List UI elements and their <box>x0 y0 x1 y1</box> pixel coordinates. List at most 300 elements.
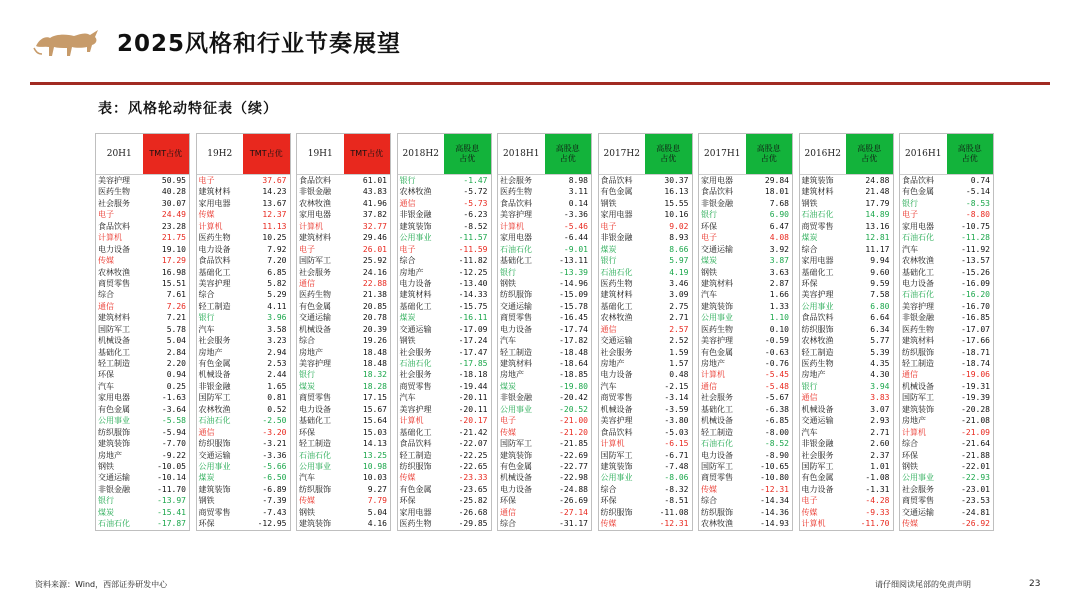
table-row <box>197 450 290 461</box>
industry-name: 美容护理 <box>98 176 130 185</box>
return-value: -17.85 <box>458 359 488 368</box>
return-value: 1.01 <box>870 461 890 471</box>
return-value: -6.44 <box>563 233 588 243</box>
style-label: 高股息 占优 <box>846 134 893 174</box>
industry-name: 商贸零售 <box>600 393 633 403</box>
table-row <box>498 186 591 197</box>
industry-name: 医药生物 <box>98 187 130 197</box>
industry-name: 银行 <box>299 370 315 380</box>
table-row <box>96 347 189 358</box>
industry-name: 家用电器 <box>801 256 834 266</box>
return-value: -17.09 <box>458 324 488 334</box>
table-row <box>197 369 290 380</box>
industry-name: 有色金属 <box>701 347 733 357</box>
table-row <box>699 518 792 529</box>
style-label: TMT占优 <box>143 134 190 174</box>
table-row <box>699 267 792 278</box>
industry-name: 家用电器 <box>902 221 934 231</box>
industry-name: 轻工制造 <box>801 347 834 357</box>
style-label: 高股息 占优 <box>545 134 592 174</box>
return-value: -3.36 <box>563 210 588 220</box>
industry-name: 美容护理 <box>198 278 231 288</box>
table-row <box>96 461 189 472</box>
return-value: -8.06 <box>664 473 689 483</box>
return-value: -24.81 <box>961 507 990 517</box>
return-value: -10.80 <box>760 473 789 483</box>
table-row <box>197 347 290 358</box>
table-row <box>599 347 692 358</box>
table-row <box>498 301 591 312</box>
industry-name: 非银金融 <box>299 187 331 197</box>
return-value: -1.08 <box>865 473 890 483</box>
table-row <box>900 335 993 346</box>
table-row <box>699 232 792 243</box>
return-value: 4.16 <box>367 519 387 529</box>
table-row <box>197 289 290 300</box>
industry-name: 农林牧渔 <box>600 313 633 323</box>
industry-name: 钢铁 <box>198 496 215 506</box>
industry-name: 电子 <box>198 176 215 185</box>
table-row <box>900 209 993 220</box>
table-row <box>498 518 591 529</box>
return-value: -9.01 <box>563 244 588 254</box>
industry-name: 非银金融 <box>198 381 231 391</box>
industry-name: 综合 <box>801 244 818 254</box>
industry-name: 轻工制造 <box>701 427 733 437</box>
table-row <box>96 484 189 495</box>
return-value: 12.81 <box>865 233 890 243</box>
industry-name: 纺织服饰 <box>299 484 331 494</box>
industry-name: 食品饮料 <box>98 221 130 231</box>
industry-name: 石油石化 <box>500 244 532 254</box>
table-row <box>398 209 491 220</box>
style-label: TMT占优 <box>344 134 391 174</box>
return-value: 7.21 <box>166 313 186 323</box>
table-row <box>699 186 792 197</box>
table-row <box>398 450 491 461</box>
table-row <box>599 392 692 403</box>
return-value: -21.88 <box>961 450 990 460</box>
table-row <box>699 301 792 312</box>
return-value: 43.83 <box>362 187 387 197</box>
industry-name: 电力设备 <box>801 484 834 494</box>
industry-name: 建筑材料 <box>500 359 532 368</box>
industry-name: 环保 <box>299 427 315 437</box>
return-value: 1.33 <box>769 301 789 311</box>
return-value: -15.75 <box>458 301 488 311</box>
table-row <box>599 324 692 335</box>
industry-name: 钢铁 <box>98 461 114 471</box>
style-label: 高股息 占优 <box>444 134 491 174</box>
table-row <box>297 324 390 335</box>
industry-name: 电子 <box>98 210 114 220</box>
industry-name: 轻工制造 <box>500 347 532 357</box>
return-value: 10.25 <box>262 233 287 243</box>
industry-name: 食品饮料 <box>198 256 231 266</box>
table-row <box>900 324 993 335</box>
return-value: 15.51 <box>161 278 186 288</box>
return-value: 17.79 <box>865 198 890 208</box>
table-row <box>398 301 491 312</box>
industry-name: 公用事业 <box>801 301 834 311</box>
return-value: -22.98 <box>559 473 588 483</box>
return-value: 15.67 <box>362 404 387 414</box>
table-header <box>96 134 189 175</box>
industry-name: 农林牧渔 <box>98 267 130 277</box>
table-row <box>699 312 792 323</box>
table-row <box>800 278 893 289</box>
industry-name: 国防军工 <box>198 393 231 403</box>
table-row <box>297 232 390 243</box>
table-row <box>498 438 591 449</box>
table-row <box>297 507 390 518</box>
table-row <box>900 415 993 426</box>
industry-name: 房地产 <box>198 347 223 357</box>
table-row <box>297 404 390 415</box>
table-row <box>900 518 993 529</box>
industry-name: 电力设备 <box>500 484 532 494</box>
return-value: -5.48 <box>764 381 789 391</box>
return-value: 8.98 <box>568 176 588 185</box>
table-row <box>398 495 491 506</box>
return-value: 14.89 <box>865 210 890 220</box>
return-value: 1.66 <box>769 290 789 300</box>
table-row <box>96 358 189 369</box>
return-value: -12.31 <box>760 484 789 494</box>
return-value: 7.58 <box>870 290 890 300</box>
industry-name: 环保 <box>701 221 717 231</box>
return-value: -22.01 <box>961 461 990 471</box>
table-row <box>197 301 290 312</box>
return-value: -24.88 <box>559 484 588 494</box>
return-value: -8.90 <box>764 450 789 460</box>
industry-name: 建筑材料 <box>198 187 231 197</box>
table-header <box>197 134 290 175</box>
table-row <box>699 335 792 346</box>
industry-name: 电子 <box>902 210 918 220</box>
table-row <box>96 381 189 392</box>
industry-name: 石油石化 <box>600 267 633 277</box>
table-row <box>900 427 993 438</box>
return-value: -18.64 <box>559 359 588 368</box>
industry-name: 有色金属 <box>801 473 834 483</box>
industry-name: 综合 <box>701 496 717 506</box>
table-row <box>498 427 591 438</box>
return-value: 2.75 <box>669 301 689 311</box>
table-row <box>699 175 792 186</box>
table-2018h1 <box>497 133 592 531</box>
return-value: -3.36 <box>262 450 287 460</box>
table-row <box>96 175 189 186</box>
return-value: -19.80 <box>559 381 588 391</box>
table-row <box>96 186 189 197</box>
return-value: 15.03 <box>362 427 387 437</box>
return-value: -8.32 <box>664 484 689 494</box>
table-row <box>498 267 591 278</box>
table-row <box>800 186 893 197</box>
period-label: 2016H2 <box>804 149 841 159</box>
industry-name: 商贸零售 <box>399 381 432 391</box>
table-row <box>498 198 591 209</box>
industry-name: 食品饮料 <box>600 176 633 185</box>
period-label: 2018H1 <box>503 149 540 159</box>
table-row <box>699 244 792 255</box>
table-row <box>900 404 993 415</box>
return-value: 9.02 <box>669 221 689 231</box>
return-value: 3.87 <box>769 256 789 266</box>
industry-name: 石油石化 <box>701 439 733 449</box>
table-row <box>398 255 491 266</box>
industry-name: 交通运输 <box>198 450 231 460</box>
table-row <box>398 347 491 358</box>
industry-name: 电力设备 <box>198 244 231 254</box>
industry-name: 商贸零售 <box>299 393 331 403</box>
return-value: -2.50 <box>262 416 287 426</box>
period-label: 2018H2 <box>402 149 439 159</box>
table-row <box>96 324 189 335</box>
return-value: 6.90 <box>769 210 789 220</box>
industry-name: 非银金融 <box>600 233 633 243</box>
table-row <box>900 244 993 255</box>
return-value: 18.28 <box>362 381 387 391</box>
industry-name: 美容护理 <box>399 404 432 414</box>
industry-name: 非银金融 <box>801 439 834 449</box>
return-value: -11.57 <box>458 233 488 243</box>
industry-name: 环保 <box>198 519 215 529</box>
return-value: -11.92 <box>961 244 990 254</box>
table-row <box>197 472 290 483</box>
table-row <box>398 278 491 289</box>
return-value: 0.74 <box>970 176 990 185</box>
industry-name: 房地产 <box>801 370 826 380</box>
industry-name: 传媒 <box>98 256 114 266</box>
return-value: 5.29 <box>267 290 287 300</box>
industry-name: 医药生物 <box>500 187 532 197</box>
industry-name: 基础化工 <box>399 301 432 311</box>
return-value: 10.16 <box>664 210 689 220</box>
source-note: 资料来源：Wind，西部证券研发中心 <box>35 580 168 589</box>
return-value: 19.26 <box>362 336 387 346</box>
table-row <box>699 358 792 369</box>
table-row <box>96 518 189 529</box>
industry-name: 公用事业 <box>299 461 331 471</box>
return-value: -27.14 <box>559 507 588 517</box>
industry-name: 通信 <box>600 324 617 334</box>
table-row <box>900 484 993 495</box>
industry-name: 家用电器 <box>701 176 733 185</box>
industry-name: 银行 <box>399 176 416 185</box>
industry-name: 石油石化 <box>902 290 934 300</box>
table-row <box>398 198 491 209</box>
return-value: -0.63 <box>764 347 789 357</box>
table-row <box>498 404 591 415</box>
return-value: -16.70 <box>961 301 990 311</box>
return-value: -16.85 <box>961 313 990 323</box>
return-value: -23.33 <box>458 473 488 483</box>
return-value: -8.52 <box>463 221 488 231</box>
return-value: -4.28 <box>865 496 890 506</box>
table-row <box>699 278 792 289</box>
industry-name: 纺织服饰 <box>98 427 130 437</box>
industry-name: 环保 <box>399 496 416 506</box>
return-value: -22.25 <box>458 450 488 460</box>
table-row <box>800 404 893 415</box>
return-value: -15.78 <box>559 301 588 311</box>
table-row <box>398 324 491 335</box>
industry-name: 公用事业 <box>399 233 432 243</box>
table-row <box>699 369 792 380</box>
industry-name: 通信 <box>701 381 717 391</box>
return-value: 30.07 <box>161 198 186 208</box>
industry-name: 食品饮料 <box>399 439 432 449</box>
table-row <box>900 347 993 358</box>
table-row <box>197 415 290 426</box>
table-row <box>96 209 189 220</box>
return-value: 29.84 <box>764 176 789 185</box>
table-row <box>197 484 290 495</box>
table-row <box>96 450 189 461</box>
table-row <box>699 255 792 266</box>
industry-name: 医药生物 <box>198 233 231 243</box>
table-row <box>699 427 792 438</box>
return-value: 18.48 <box>362 347 387 357</box>
table-row <box>398 438 491 449</box>
return-value: -10.65 <box>760 461 789 471</box>
return-value: 61.01 <box>362 176 387 185</box>
industry-name: 电力设备 <box>299 404 331 414</box>
industry-name: 钢铁 <box>600 198 617 208</box>
industry-name: 建筑装饰 <box>600 461 633 471</box>
table-row <box>398 312 491 323</box>
return-value: 0.52 <box>267 404 287 414</box>
table-row <box>498 369 591 380</box>
table-row <box>197 495 290 506</box>
industry-name: 非银金融 <box>902 313 934 323</box>
return-value: 2.37 <box>870 450 890 460</box>
industry-name: 轻工制造 <box>98 359 130 368</box>
table-row <box>197 461 290 472</box>
industry-name: 计算机 <box>701 370 725 380</box>
return-value: 0.48 <box>669 370 689 380</box>
industry-name: 交通运输 <box>500 301 532 311</box>
return-value: -17.24 <box>458 336 488 346</box>
table-row <box>96 221 189 232</box>
table-row <box>498 175 591 186</box>
return-value: 21.75 <box>161 233 186 243</box>
return-value: 50.95 <box>161 176 186 185</box>
table-row <box>398 507 491 518</box>
industry-name: 煤炭 <box>500 381 516 391</box>
industry-name: 基础化工 <box>701 404 733 414</box>
industry-name: 有色金属 <box>600 187 633 197</box>
table-row <box>297 221 390 232</box>
industry-name: 有色金属 <box>299 301 331 311</box>
industry-name: 房地产 <box>701 359 725 368</box>
return-value: 0.10 <box>769 324 789 334</box>
return-value: 3.83 <box>870 393 890 403</box>
return-value: -8.51 <box>664 496 689 506</box>
table-row <box>800 369 893 380</box>
table-row <box>699 381 792 392</box>
return-value: 30.37 <box>664 176 689 185</box>
table-row <box>699 324 792 335</box>
table-header <box>498 134 591 175</box>
table-row <box>900 175 993 186</box>
table-row <box>197 358 290 369</box>
return-value: -17.66 <box>961 336 990 346</box>
industry-name: 钢铁 <box>500 278 516 288</box>
return-value: -11.82 <box>458 256 488 266</box>
return-value: -13.40 <box>458 278 488 288</box>
table-row <box>197 278 290 289</box>
industry-name: 交通运输 <box>399 324 432 334</box>
return-value: 6.64 <box>870 313 890 323</box>
industry-name: 国防军工 <box>701 461 733 471</box>
table-row <box>398 221 491 232</box>
industry-name: 美容护理 <box>299 359 331 368</box>
period-label: 2016H1 <box>905 149 942 159</box>
table-row <box>297 450 390 461</box>
table-row <box>96 198 189 209</box>
industry-name: 电子 <box>299 244 315 254</box>
industry-name: 通信 <box>902 370 918 380</box>
table-row <box>96 278 189 289</box>
return-value: -11.70 <box>860 519 890 529</box>
table-row <box>96 244 189 255</box>
table-row <box>800 289 893 300</box>
style-label: 高股息 占优 <box>746 134 793 174</box>
return-value: -7.43 <box>262 507 287 517</box>
industry-name: 汽车 <box>98 381 114 391</box>
table-row <box>800 267 893 278</box>
table-header <box>398 134 491 175</box>
industry-name: 电力设备 <box>600 370 633 380</box>
return-value: 3.46 <box>669 278 689 288</box>
industry-name: 传媒 <box>701 484 717 494</box>
table-row <box>398 358 491 369</box>
table-row <box>96 472 189 483</box>
return-value: 2.20 <box>166 359 186 368</box>
disclaimer-link[interactable]: 请仔细阅读尾部的免责声明 <box>875 580 971 589</box>
table-row <box>297 415 390 426</box>
table-row <box>699 495 792 506</box>
return-value: 12.37 <box>262 210 287 220</box>
title-divider <box>30 82 1050 85</box>
industry-name: 基础化工 <box>399 427 432 437</box>
return-value: 2.53 <box>267 359 287 368</box>
return-value: -3.14 <box>664 393 689 403</box>
return-value: -17.07 <box>961 324 990 334</box>
return-value: 3.23 <box>267 336 287 346</box>
table-row <box>498 472 591 483</box>
table-row <box>96 301 189 312</box>
table-row <box>800 209 893 220</box>
industry-name: 基础化工 <box>801 267 834 277</box>
table-row <box>297 278 390 289</box>
industry-name: 基础化工 <box>902 267 934 277</box>
return-value: 3.63 <box>769 267 789 277</box>
table-20h1 <box>95 133 190 531</box>
industry-name: 有色金属 <box>198 359 231 368</box>
return-value: -17.82 <box>559 336 588 346</box>
industry-name: 环保 <box>600 496 617 506</box>
return-value: 2.44 <box>267 370 287 380</box>
return-value: -22.77 <box>559 461 588 471</box>
industry-name: 社会服务 <box>399 347 432 357</box>
table-row <box>800 427 893 438</box>
return-value: 13.16 <box>865 221 890 231</box>
table-row <box>800 301 893 312</box>
